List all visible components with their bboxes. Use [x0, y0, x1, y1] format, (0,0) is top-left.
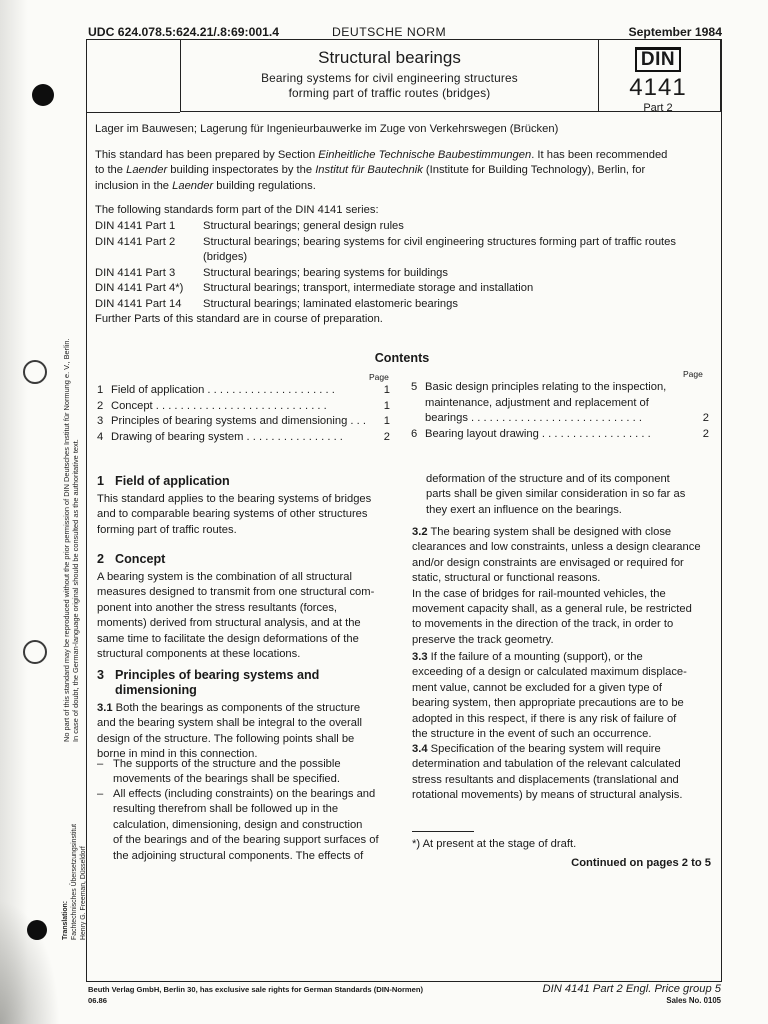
- contents-item[interactable]: 4 Drawing of bearing system . . . . . . . . . . . . . . . . 2: [97, 430, 390, 443]
- contents-list-right: [411, 380, 709, 442]
- document-subtitle: forming part of traffic routes (bridges): [288, 86, 491, 100]
- series-outro: Further Parts of this standard are in course of preparation.: [95, 313, 383, 325]
- section-heading: 1 Field of application: [97, 474, 230, 488]
- german-title: Lager im Bauwesen; Lagerung für Ingenieurbauwerke im Zuge von Verkehrswegen (Brücken): [95, 123, 559, 135]
- section-heading: dimensioning: [115, 683, 197, 697]
- document-page: UDC 624.078.5:624.21/.8:69:001.4 DEUTSCHE NORM September 1984 Structural bearings Bearing systems for civil engineering structures forming part of traffic routes (bridges) DIN 4141 Part 2 Lager im Bauwesen; Lagerung für Ingenieurbauwerke im Zuge von Verkehrswegen (Brücken) This standard has been prepared by Section Einheitliche Technische Baubestimmungen. It has been recommended to the Laender building inspectorates by the Institut für Bautechnik (Institute for Building Technology), Berlin, for inclusion in the Laender building regulations. The following standards form part of the DIN 4141 series: DIN 4141 Part 1 Structural bearings; general design rules DIN 4141 Part 2 Structural bearings; bearing systems for civil engineering structures forming part of traffic routes (bridges) DIN 4141 Part 3 Structural bearings; bearing systems for buildings DIN 4141 Part 4*) Structural bearings; transport, intermediate storage and installation DIN 4141 Part 14 Structural bearings; laminated elastomeric bearings Further Parts of this standard are in course of preparation. Contents Page Page 1 Field of application . . . . . . . . . . . . . . . . . . . . . 1 2 Concept . . . . . . . . . . . . . . . . . . . . . . . . . . . . 1 3 Principles of bearing systems and dimensioning . . . 1 4 Drawing of bearing system . . . . . . . . . . . . . . . . 2 5 Basic design principles relating to the inspection, maintenance, adjustment and replacement of bearings . . . . . . . . . . . . . . . . . . . . . . . . . . . . 2 6 Bearing layout drawing . . . . . . . . . . . . . . . . . . 2 1 Field of application This standard applies to the bearing systems of bridges and to comparable bearing systems of other structures forming part of traffic routes. 2 Concept A bearing system is the combination of all structural measures designed to transmit from one structural com- ponent into another the stress resultants (forces, moments) derived from structural analysis, and at the same time to facilitate the design deformations of the structural components at these locations. 3 Principles of bearing systems and dimensioning 3.1 Both the bearings as components of the structure and the bearing system shall be integral to the overall design of the structure. The following points shall be borne in mind in this connection. – The supports of the structure and the possible movements of the bearings shall be specified. – All effects (including constraints) on the bearings and resulting therefrom shall be followed up in the calculation, dimensioning, design and construction of the bearings and of the bearing support surfaces of the adjoining structural components. The effects of deformation of the structure and of its component parts shall be given similar consideration in so far as they exert an influence on the bearings. 3.2 The bearing system shall be designed with close clearances and low constraints, unless a design clearance and/or design constraints are envisaged or required for static, structural or functional reasons. In the case of bridges for rail-mounted vehicles, the movement capacity shall, as a general rule, be restricted to movements in the direction of the track, in order to preserve the track geometry. 3.3 If the failure of a mounting (support), or the exceeding of a design or calculated maximum displace- ment value, cannot be excluded for a given type of bearing system, then appropriate precautions are to be adopted in this respect, if there is any risk of failure of the structure in the event of such an occurrence. 3.4 Specification of the bearing system will require determination and tabulation of the relevant calculated stress resultants and displacements (translational and rotational movements) by means of structural analysis. *) At present at the stage of draft. Continued on pages 2 to 5 Beuth Verlag GmbH, Berlin 30, has exclusive sale rights for German Standards (DIN-Normen) 06.86 DIN 4141 Part 2 Engl. Price group 5 Sales No. 0105 No part of this standard may be reproduced without the prior permission of DIN Deutsches Institut für Normung e. V., Berlin. In case of doubt, the German-language original should be consulted as the authoritative text. Translation: Fachtechnisches Übersetzungsinstitut Henry G. Freeman, Düsseldorf: [0, 0, 768, 1024]
- section-heading: 2 Concept: [97, 552, 166, 566]
- contents-item[interactable]: 5 Basic design principles relating to the inspection, maintenance, adjustment and replacement of bearings . . . . . . . . . . . . . . . . . . . . . . . . . . . . 2: [411, 381, 709, 425]
- contents-item[interactable]: 2 Concept . . . . . . . . . . . . . . . . . . . . . . . . . . . . 1: [97, 399, 390, 412]
- scan-shadow: [0, 0, 28, 1024]
- punch-hole: [23, 640, 47, 664]
- intro-paragraph: This standard has been prepared by Section Einheitliche Technische Baubestimmungen. It has been recommended to the Laender building inspectorates by the Institut für Bautechnik (Institute for Building Technology), Berlin, for inclusion in the Laender building regulations.: [95, 149, 668, 192]
- title-box: [180, 39, 721, 112]
- footnote: *) At present at the stage of draft.: [412, 838, 577, 850]
- contents-heading: Contents: [374, 351, 430, 365]
- publication-date: September 1984: [628, 25, 722, 39]
- footer-publisher: Beuth Verlag GmbH, Berlin 30, has exclusive sale rights for German Standards (DIN-Normen) 06.86: [88, 985, 424, 1005]
- punch-hole: [32, 84, 54, 106]
- footnote-divider: [412, 831, 474, 832]
- series-intro: The following standards form part of the DIN 4141 series:: [95, 204, 379, 216]
- page-column-label: Page: [369, 372, 389, 382]
- footer-reference: DIN 4141 Part 2 Engl. Price group 5 Sales No. 0105: [542, 983, 721, 1005]
- contents-item[interactable]: 6 Bearing layout drawing . . . . . . . . . . . . . . . . . . 2: [411, 427, 709, 440]
- continued-note: Continued on pages 2 to 5: [571, 857, 711, 869]
- norm-label: DEUTSCHE NORM: [332, 25, 447, 39]
- frame-bottom: [86, 981, 722, 982]
- section-paragraph: 3.4 Specification of the bearing system will require determination and tabulation of the relevant calculated stress resultants and displacements (translational and rotational movements) by means of structural analysis.: [412, 743, 683, 802]
- frame-right: [721, 39, 722, 982]
- document-subtitle: Bearing systems for civil engineering structures: [261, 71, 518, 85]
- contents-list-left: [97, 383, 390, 445]
- contents-item[interactable]: 1 Field of application . . . . . . . . . . . . . . . . . . . . . 1: [97, 384, 390, 396]
- copyright-notice: No part of this standard may be reproduced without the prior permission of DIN Deutsches Institut für Normung e. V., Berlin. In case of doubt, the German-language original should be consulted as the authoritative text.: [62, 338, 80, 742]
- divider: [598, 39, 599, 112]
- din-number: 4141: [629, 74, 687, 101]
- din-part: Part 2: [643, 102, 673, 114]
- section-heading: 3 Principles of bearing systems and: [97, 668, 320, 682]
- scan-corner-shadow: [0, 900, 60, 1024]
- section-paragraph: This standard applies to the bearing systems of bridges and to comparable bearing systems of other structures forming part of traffic routes.: [97, 493, 372, 536]
- translator-notice: Translation: Fachtechnisches Übersetzungsinstitut Henry G. Freeman, Düsseldorf: [62, 823, 87, 940]
- udc-code: UDC 624.078.5:624.21/.8:69:001.4: [88, 25, 280, 39]
- document-title: Structural bearings: [318, 48, 461, 67]
- contents-item[interactable]: 3 Principles of bearing systems and dimensioning . . . 1: [97, 415, 390, 428]
- section-paragraph: A bearing system is the combination of all structural measures designed to transmit from one structural com- ponent into another the stress resultants (forces, moments) derived from structural analysis, and at the same time to facilitate the design deformations of the structural components at these locations.: [97, 571, 375, 661]
- punch-hole: [27, 920, 47, 940]
- divider: [86, 112, 180, 113]
- din-logo: [609, 47, 707, 114]
- section-paragraph: 3.2 The bearing system shall be designed with close clearances and low constraints, unless a design clearance and/or design constraints are envisaged or required for static, structural or functional reasons. In the case of bridges for rail-mounted vehicles, the movement capacity shall, as a general rule, be restricted to movements in the direction of the track, in order to preserve the track geometry.: [412, 526, 701, 646]
- din-logo-word: DIN: [635, 47, 681, 72]
- section-paragraph: deformation of the structure and of its component parts shall be given similar consideration in so far as they exert an influence on the bearings.: [426, 473, 686, 516]
- section-paragraph: 3.3 If the failure of a mounting (support), or the exceeding of a design or calculated maximum displace- ment value, cannot be excluded for a given type of bearing system, then appropriate precautions are to be adopted in this respect, if there is any risk of failure of the structure in the event of such an occurrence.: [412, 651, 687, 741]
- section-paragraph: 3.1 Both the bearings as components of the structure and the bearing system shall be integral to the overall design of the structure. The following points shall be borne in mind in this connection.: [97, 702, 362, 761]
- page-column-label: Page: [683, 369, 703, 379]
